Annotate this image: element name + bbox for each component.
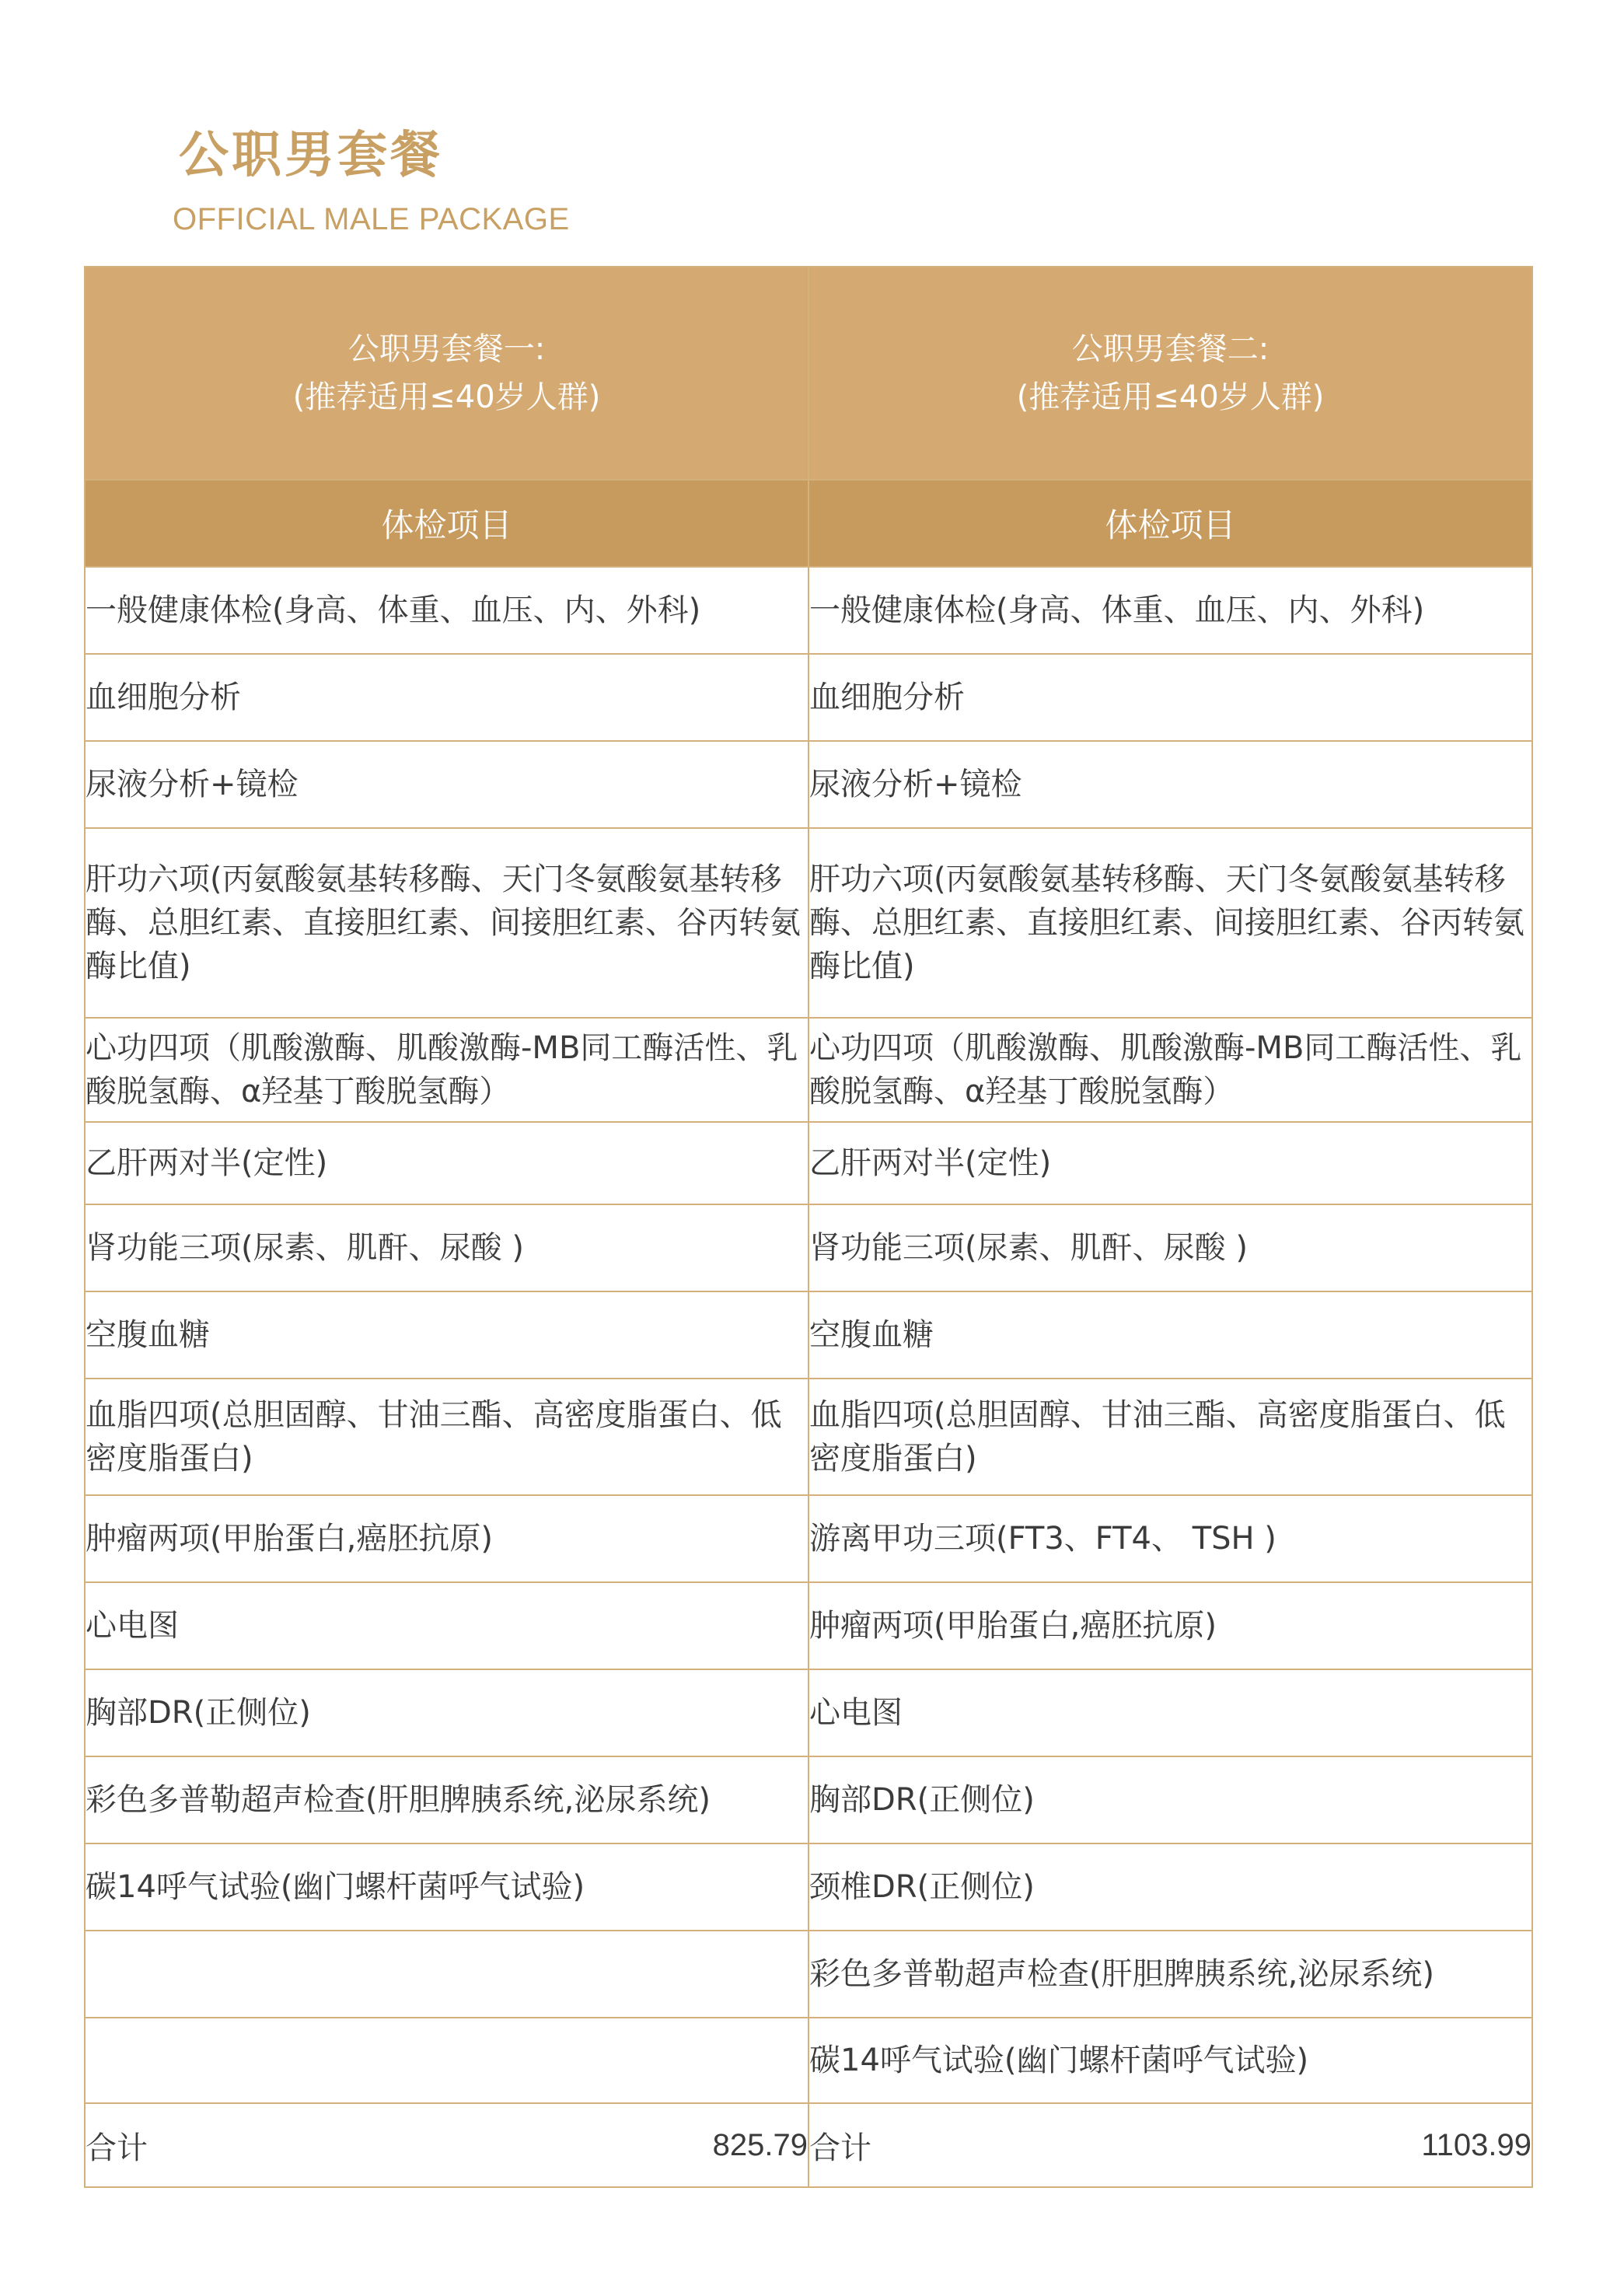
table-row: [85, 2018, 1532, 2103]
package-two-item: 肿瘤两项(甲胎蛋白,癌胚抗原): [808, 1582, 1532, 1669]
table-row: [85, 1756, 1532, 1843]
package-one-item: 血细胞分析: [85, 654, 808, 741]
package-one-item: 心功四项（肌酸激酶、肌酸激酶-MB同工酶活性、乳酸脱氢酶、α羟基丁酸脱氢酶）: [85, 1018, 808, 1122]
table-row: [85, 654, 1532, 741]
table-row: [85, 1843, 1532, 1931]
package-two-item: 血细胞分析: [808, 654, 1532, 741]
package-two-item: 颈椎DR(正侧位): [808, 1843, 1532, 1931]
package-one-item: 心电图: [85, 1582, 808, 1669]
page-title: 公职男套餐: [179, 127, 443, 184]
package-two-item: 尿液分析+镜检: [808, 741, 1532, 828]
item-rows: [85, 567, 1532, 2103]
table-row: [85, 1291, 1532, 1379]
table-row: [85, 1582, 1532, 1669]
package-two-item: 彩色多普勒超声检查(肝胆脾胰系统,泌尿系统): [808, 1931, 1532, 2018]
package-one-item: 碳14呼气试验(幽门螺杆菌呼气试验): [85, 1843, 808, 1931]
table-row: [85, 1122, 1532, 1204]
package-one-item: [85, 1931, 808, 2018]
package-one-item: 尿液分析+镜检: [85, 741, 808, 828]
table-row: [85, 1018, 1532, 1122]
total-value: 1103.99: [1421, 2127, 1531, 2162]
package-two-name: 公职男套餐二:: [1071, 331, 1270, 367]
package-one-section-label: 体检项目: [85, 480, 808, 567]
package-one-item: [85, 2018, 808, 2103]
total-row: [85, 2103, 1532, 2187]
table-row: [85, 567, 1532, 654]
table-row: [85, 1669, 1532, 1756]
package-two-item: 乙肝两对半(定性): [808, 1122, 1532, 1204]
table-row: [85, 741, 1532, 828]
package-one-item: 空腹血糖: [85, 1291, 808, 1379]
package-one-name: 公职男套餐一:: [347, 331, 546, 367]
package-one-item: 肾功能三项(尿素、肌酐、尿酸 ): [85, 1204, 808, 1291]
package-one-item: 肝功六项(丙氨酸氨基转移酶、天门冬氨酸氨基转移酶、总胆红素、直接胆红素、间接胆红素、谷丙转氨酶比值): [85, 828, 808, 1018]
table-row: [85, 1931, 1532, 2018]
package-two-item: 心功四项（肌酸激酶、肌酸激酶-MB同工酶活性、乳酸脱氢酶、α羟基丁酸脱氢酶）: [808, 1018, 1532, 1122]
package-two-subtitle: (推荐适用≤40岁人群): [1016, 379, 1325, 415]
package-one-total: [85, 2103, 808, 2187]
package-two-header: [808, 267, 1532, 480]
package-header-row: [85, 267, 1532, 480]
table-row: [85, 1204, 1532, 1291]
total-label: 合计: [86, 2130, 148, 2166]
package-two-item: 游离甲功三项(FT3、FT4、 TSH ): [808, 1495, 1532, 1582]
package-one-header: [85, 267, 808, 480]
package-two-item: 一般健康体检(身高、体重、血压、内、外科): [808, 567, 1532, 654]
package-one-item: 乙肝两对半(定性): [85, 1122, 808, 1204]
section-header-row: [85, 480, 1532, 567]
package-two-section-label: 体检项目: [808, 480, 1532, 567]
package-two-total: [808, 2103, 1532, 2187]
package-one-item: 胸部DR(正侧位): [85, 1669, 808, 1756]
package-two-item: 心电图: [808, 1669, 1532, 1756]
package-table: [84, 266, 1533, 2188]
package-one-item: 一般健康体检(身高、体重、血压、内、外科): [85, 567, 808, 654]
page-subtitle-en: OFFICIAL MALE PACKAGE: [173, 202, 570, 236]
package-two-item: 空腹血糖: [808, 1291, 1532, 1379]
total-label: 合计: [809, 2130, 871, 2166]
table-row: [85, 828, 1532, 1018]
package-two-item: 碳14呼气试验(幽门螺杆菌呼气试验): [808, 2018, 1532, 2103]
package-one-item: 血脂四项(总胆固醇、甘油三酯、高密度脂蛋白、低密度脂蛋白): [85, 1379, 808, 1495]
package-two-item: 肝功六项(丙氨酸氨基转移酶、天门冬氨酸氨基转移酶、总胆红素、直接胆红素、间接胆红素、谷丙转氨酶比值): [808, 828, 1532, 1018]
package-one-item: 彩色多普勒超声检查(肝胆脾胰系统,泌尿系统): [85, 1756, 808, 1843]
table-row: [85, 1495, 1532, 1582]
package-two-item: 血脂四项(总胆固醇、甘油三酯、高密度脂蛋白、低密度脂蛋白): [808, 1379, 1532, 1495]
package-one-item: 肿瘤两项(甲胎蛋白,癌胚抗原): [85, 1495, 808, 1582]
package-one-subtitle: (推荐适用≤40岁人群): [292, 379, 601, 415]
package-two-item: 肾功能三项(尿素、肌酐、尿酸 ): [808, 1204, 1532, 1291]
total-value: 825.79: [712, 2127, 808, 2162]
table-row: [85, 1379, 1532, 1495]
package-two-item: 胸部DR(正侧位): [808, 1756, 1532, 1843]
